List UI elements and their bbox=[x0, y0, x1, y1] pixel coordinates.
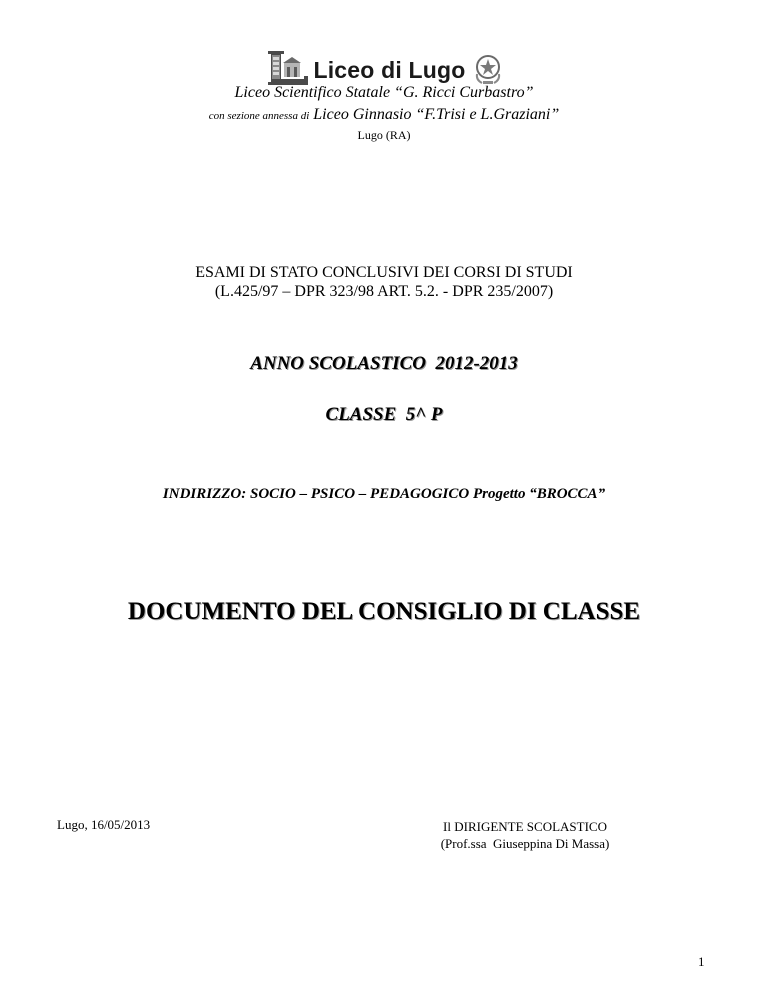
exam-line-2: (L.425/97 – DPR 323/98 ART. 5.2. - DPR 235/2007) bbox=[214, 283, 554, 300]
annex-line bbox=[0, 106, 768, 124]
logo-brand-text: Liceo di Lugo bbox=[313, 56, 466, 83]
curriculum-heading: INDIRIZZO: SOCIO – PSICO – PEDAGOGICO Progetto “BROCCA” bbox=[162, 486, 606, 502]
school-logo bbox=[0, 49, 768, 87]
signer-title: Il DIRIGENTE SCOLASTICO bbox=[443, 819, 607, 834]
italian-republic-seal-icon bbox=[472, 50, 504, 86]
school-year-heading: ANNO SCOLASTICO 2012-2013 bbox=[250, 353, 518, 374]
signer-name: (Prof.ssa Giuseppina Di Massa) bbox=[440, 836, 610, 851]
class-heading: CLASSE 5^ P bbox=[325, 404, 443, 425]
exam-heading bbox=[0, 263, 768, 301]
signature-block bbox=[410, 818, 640, 852]
exam-line-1: ESAMI DI STATO CONCLUSIVI DEI CORSI DI STUDI bbox=[195, 264, 573, 281]
annex-name: Liceo Ginnasio “F.Trisi e L.Graziani” bbox=[313, 106, 560, 123]
annex-prefix: con sezione annessa di bbox=[208, 110, 310, 122]
page-number: 1 bbox=[698, 954, 705, 969]
school-location: Lugo (RA) bbox=[357, 128, 411, 142]
school-name-line: Liceo Scientifico Statale “G. Ricci Curbastro” bbox=[234, 84, 534, 101]
liceo-emblem-icon bbox=[264, 49, 310, 87]
place-date: Lugo, 16/05/2013 bbox=[57, 817, 151, 832]
document-title: DOCUMENTO DEL CONSIGLIO DI CLASSE bbox=[127, 598, 641, 625]
